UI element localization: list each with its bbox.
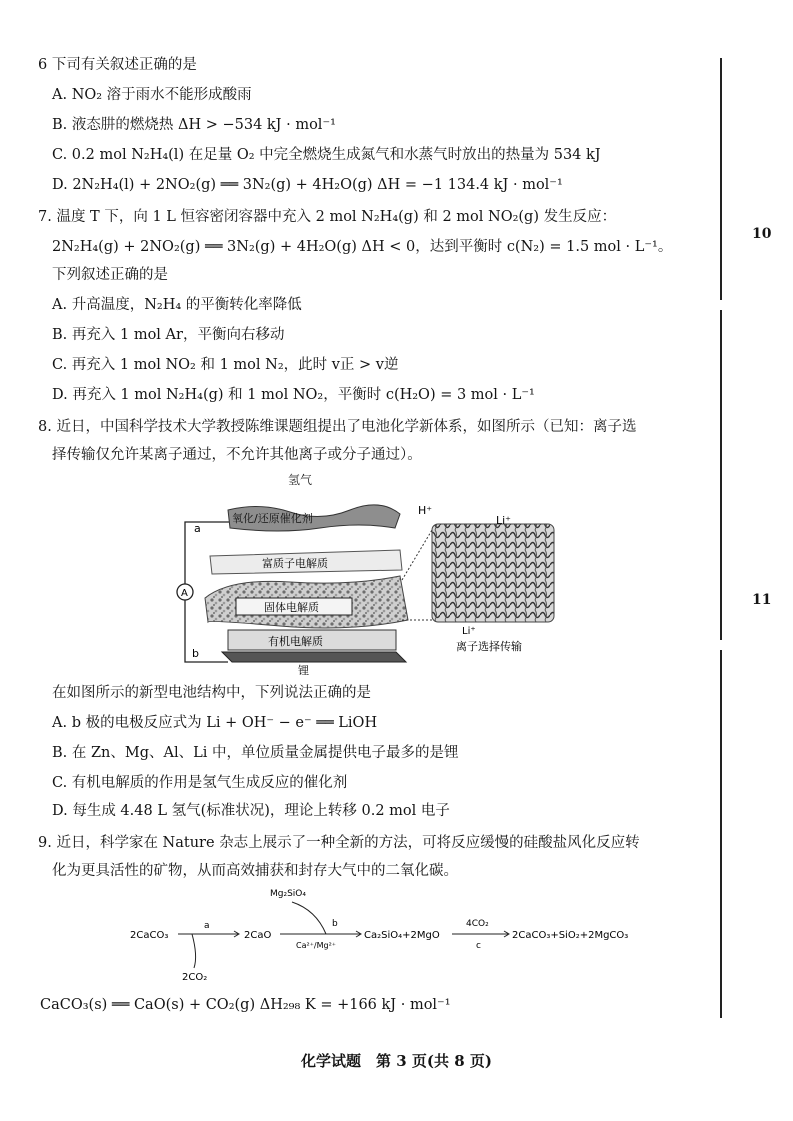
q7-option-b: B. 再充入 1 mol Ar，平衡向右移动 xyxy=(52,327,285,343)
scheme-step-a: a xyxy=(204,921,210,931)
q6-option-a: A. NO₂ 溶于雨水不能形成酸雨 xyxy=(52,87,252,103)
q8-option-d: D. 每生成 4.48 L 氢气(标准状况)，理论上转移 0.2 mol 电子 xyxy=(52,803,450,819)
q8-option-c: C. 有机电解质的作用是氢气生成反应的催化剂 xyxy=(52,775,348,791)
scheme-step-b: b xyxy=(332,919,338,929)
organic-electrolyte-label: 有机电解质 xyxy=(268,635,323,648)
battery-figure xyxy=(170,470,570,675)
q8-stem-line2: 择传输仅允许某离子通过，不允许其他离子或分子通过）。 xyxy=(52,447,422,463)
binding-line xyxy=(720,58,722,1018)
q6-option-b: B. 液态肼的燃烧热 ΔH > −534 kJ · mol⁻¹ xyxy=(52,117,336,133)
q9-stem-line1: 9. 近日，科学家在 Nature 杂志上展示了一种全新的方法，可将反应缓慢的硅酸盐风化反应转 xyxy=(38,835,640,851)
q8-option-b: B. 在 Zn、Mg、Al、Li 中，单位质量金属提供电子最多的是锂 xyxy=(52,745,459,761)
q7-stem-line3: 下列叙述正确的是 xyxy=(52,267,168,283)
scheme-product: 2CaCO₃+SiO₂+2MgCO₃ xyxy=(512,930,629,941)
carbonation-scheme xyxy=(120,882,710,986)
ion-li-bottom-label: Li⁺ xyxy=(462,626,476,637)
ion-li-top-label: Li⁺ xyxy=(496,514,511,527)
ammeter-label: A xyxy=(181,588,188,599)
scheme-out-co2: 2CO₂ xyxy=(182,972,208,983)
q6-option-d: D. 2N₂H₄(l) + 2NO₂(g) ══ 3N₂(g) + 4H₂O(g) ΔH = −1 134.4 kJ · mol⁻¹ xyxy=(52,177,563,193)
scheme-in-mg2sio4: Mg₂SiO₄ xyxy=(270,889,306,899)
electrode-a-label: a xyxy=(194,522,201,535)
binding-gap-1 xyxy=(719,300,723,310)
q9-stem-line2: 化为更具活性的矿物，从而高效捕获和封存大气中的二氧化碳。 xyxy=(52,863,458,879)
q8-stem-line3: 在如图所示的新型电池结构中，下列说法正确的是 xyxy=(52,685,371,701)
lithium-anode xyxy=(222,652,406,662)
ion-h-label: H⁺ xyxy=(418,504,433,517)
hydrogen-label: 氢气 xyxy=(288,473,313,487)
scheme-step-c: c xyxy=(476,941,481,951)
scheme-under-b: Ca²⁺/Mg²⁺ xyxy=(296,941,337,950)
side-mark-10: 10 xyxy=(752,226,772,242)
proton-electrolyte-label: 富质子电解质 xyxy=(262,557,328,570)
q7-option-a: A. 升高温度，N₂H₄ 的平衡转化率降低 xyxy=(52,297,302,313)
q7-stem-line1: 7. 温度 T 下，向 1 L 恒容密闭容器中充入 2 mol N₂H₄(g) 和 2 mol NO₂(g) 发生反应： xyxy=(38,209,617,225)
q6-stem: 6 下司有关叙述正确的是 xyxy=(38,57,197,73)
solid-electrolyte-label: 固体电解质 xyxy=(264,601,319,614)
ion-selective-caption: 离子选择传输 xyxy=(456,640,522,653)
q8-stem-line1: 8. 近日，中国科学技术大学教授陈维课题组提出了电池化学新体系，如图所示（已知：离子选 xyxy=(38,419,637,435)
q9-equation: CaCO₃(s) ══ CaO(s) + CO₂(g) ΔH₂₉₈ K = +166 kJ · mol⁻¹ xyxy=(40,997,451,1013)
catalyst-label: 氧化/还原催化剂 xyxy=(232,512,313,525)
scheme-mid-cao: 2CaO xyxy=(244,930,272,941)
q8-option-a: A. b 极的电极反应式为 Li + OH⁻ − e⁻ ══ LiOH xyxy=(52,715,378,731)
q6-option-c: C. 0.2 mol N₂H₄(l) 在足量 O₂ 中完全燃烧生成氮气和水蒸气时放出的热量为 534 kJ xyxy=(52,147,601,163)
scheme-in-co2: 4CO₂ xyxy=(466,919,489,929)
page-footer: 化学试题 第 3 页(共 8 页) xyxy=(301,1052,492,1070)
side-mark-11: 11 xyxy=(752,592,772,608)
q7-option-c: C. 再充入 1 mol NO₂ 和 1 mol N₂，此时 v正 > v逆 xyxy=(52,357,399,373)
scheme-mid-silicate: Ca₂SiO₄+2MgO xyxy=(364,930,440,941)
q7-stem-line2: 2N₂H₄(g) + 2NO₂(g) ══ 3N₂(g) + 4H₂O(g) ΔH < 0，达到平衡时 c(N₂) = 1.5 mol · L⁻¹。 xyxy=(52,239,673,255)
membrane-zoom xyxy=(432,524,554,622)
q7-option-d: D. 再充入 1 mol N₂H₄(g) 和 1 mol NO₂，平衡时 c(H₂O) = 3 mol · L⁻¹ xyxy=(52,387,535,403)
electrode-b-label: b xyxy=(192,647,199,660)
binding-gap-2 xyxy=(719,640,723,650)
lithium-label: 锂 xyxy=(298,664,309,675)
scheme-reactant: 2CaCO₃ xyxy=(130,930,169,941)
